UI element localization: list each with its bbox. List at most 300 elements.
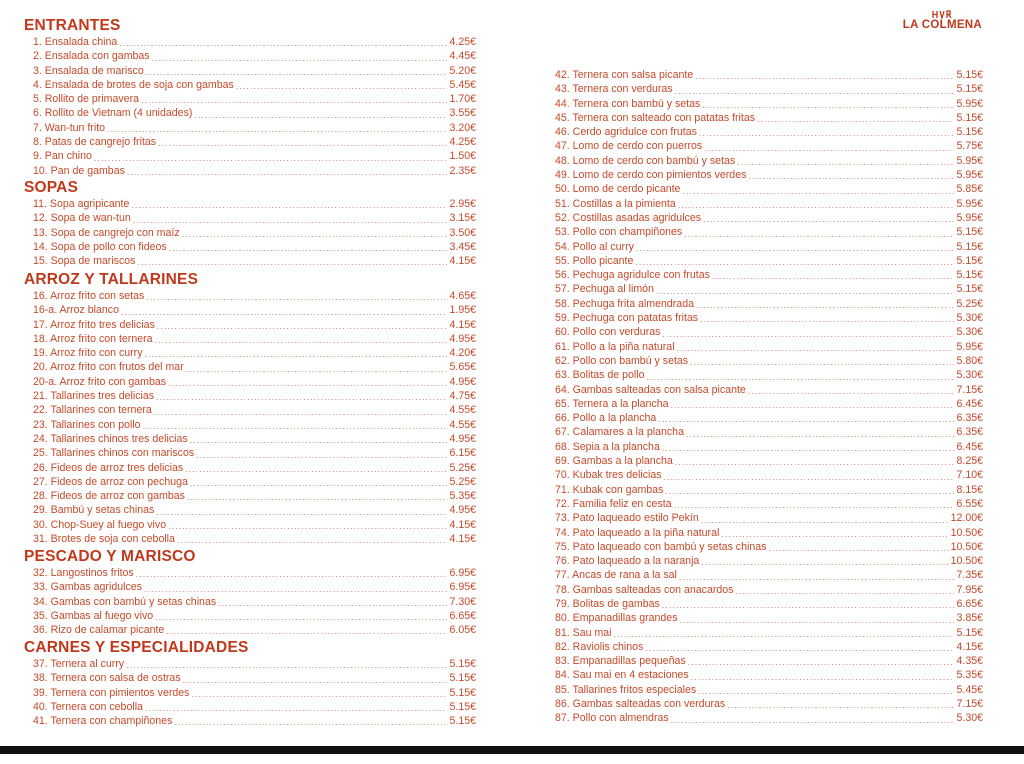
menu-item-name: 59. Pechuga con patatas fritas — [555, 312, 699, 325]
dot-leader — [636, 243, 955, 254]
dot-leader — [662, 600, 955, 611]
dot-leader — [703, 214, 954, 225]
menu-item-name: 33. Gambas agridulces — [33, 581, 142, 594]
menu-item-price: 7.10€ — [956, 469, 983, 482]
dot-leader — [183, 675, 448, 686]
menu-item-price: 10.50€ — [950, 540, 983, 553]
menu-item — [24, 418, 476, 432]
menu-item-name: 4. Ensalada de brotes de soja con gambas — [33, 78, 234, 91]
menu-item-name: 81. Sau mai — [555, 626, 612, 639]
menu-item-name: 54. Pollo al curry — [555, 240, 634, 253]
menu-item-price: 3.45€ — [449, 240, 476, 253]
menu-item-price: 6.95€ — [449, 567, 476, 579]
item-list — [24, 566, 476, 637]
menu-item-price: 4.95€ — [449, 332, 476, 345]
menu-item — [24, 254, 476, 268]
menu-item — [24, 566, 476, 580]
menu-item-name: 37. Ternera al curry — [33, 658, 125, 670]
menu-item — [555, 168, 983, 182]
dot-leader — [679, 572, 955, 583]
menu-item-price: 4.15€ — [956, 640, 983, 653]
menu-item — [24, 64, 476, 78]
menu-item-name: 46. Cerdo agridulce con frutas — [555, 126, 697, 139]
menu-item-name: 16-a. Arroz blanco — [33, 304, 119, 317]
menu-item-price: 10.50€ — [950, 526, 983, 539]
menu-item-price: 3.55€ — [449, 107, 476, 120]
section-pescado-y-marisco — [24, 547, 476, 637]
menu-item-price: 7.30€ — [449, 595, 476, 608]
menu-item-name: 40. Ternera con cebolla — [33, 700, 143, 713]
menu-item-name: 75. Pato laqueado con bambú y setas chinas — [555, 540, 767, 553]
menu-item-name: 39. Ternera con pimientos verdes — [33, 686, 190, 699]
menu-item-price: 5.15€ — [449, 715, 476, 728]
menu-item — [24, 35, 476, 49]
menu-item — [555, 97, 983, 111]
item-list — [24, 197, 476, 268]
menu-item-price: 5.30€ — [956, 326, 983, 339]
dot-leader — [190, 478, 448, 489]
menu-item — [555, 483, 983, 497]
menu-item-price: 5.25€ — [449, 475, 476, 488]
item-list — [24, 657, 476, 728]
menu-item — [24, 289, 476, 303]
menu-item — [555, 497, 983, 511]
menu-item-name: 49. Lomo de cerdo con pimientos verdes — [555, 169, 747, 182]
menu-item-price: 5.30€ — [956, 712, 983, 725]
menu-item — [555, 254, 983, 268]
menu-item-price: 5.75€ — [956, 140, 983, 153]
menu-item-price: 5.95€ — [956, 154, 983, 167]
dot-leader — [701, 557, 948, 568]
menu-item-name: 77. Ancas de rana a la sal — [555, 569, 677, 582]
menu-item-price: 5.15€ — [449, 700, 476, 713]
menu-item-price: 4.20€ — [449, 347, 476, 360]
dot-leader — [748, 171, 954, 182]
dot-leader — [737, 157, 954, 168]
menu-item-name: 14. Sopa de pollo con fideos — [33, 240, 167, 253]
menu-item-name: 13. Sopa de cangrejo con maíz — [33, 226, 180, 239]
menu-item-price: 6.55€ — [956, 497, 983, 510]
menu-item — [555, 411, 983, 425]
menu-item-name: 21. Tallarines tres delicias — [33, 390, 155, 403]
menu-item-name: 56. Pechuga agridulce con frutas — [555, 269, 710, 282]
menu-item — [24, 197, 476, 211]
dot-leader — [144, 584, 448, 595]
menu-item-name: 38. Ternera con salsa de ostras — [33, 672, 181, 685]
menu-item-name: 44. Ternera con bambú y setas — [555, 97, 701, 110]
menu-item-price: 5.85€ — [956, 183, 983, 196]
menu-item-price: 6.45€ — [956, 397, 983, 410]
menu-item-price: 6.95€ — [449, 581, 476, 594]
menu-item — [24, 240, 476, 254]
menu-item-name: 84. Sau mai en 4 estaciones — [555, 669, 689, 682]
dot-leader — [671, 715, 955, 726]
menu-item-price: 4.15€ — [449, 318, 476, 331]
item-list — [24, 35, 476, 178]
menu-item-name: 60. Pollo con verduras — [555, 326, 661, 339]
menu-item-price: 2.95€ — [449, 198, 476, 210]
menu-item — [24, 332, 476, 346]
menu-item-name: 16. Arroz frito con setas — [33, 290, 145, 302]
menu-item-price: 3.50€ — [449, 226, 476, 239]
menu-item-name: 87. Pollo con almendras — [555, 712, 669, 725]
dot-leader — [684, 229, 954, 240]
dot-leader — [133, 215, 448, 226]
menu-item — [555, 468, 983, 482]
menu-item-name: 63. Bolitas de pollo — [555, 369, 645, 382]
menu-item-name: 82. Raviolis chinos — [555, 640, 644, 653]
menu-item-price: 4.95€ — [449, 504, 476, 517]
menu-item-price: 6.05€ — [449, 624, 476, 637]
menu-item-name: 23. Tallarines con pollo — [33, 418, 141, 431]
menu-item-price: 4.25€ — [449, 136, 476, 149]
menu-item — [555, 454, 983, 468]
menu-item-name: 79. Bolitas de gambas — [555, 597, 660, 610]
menu-item-name: 42. Ternera con salsa picante — [555, 69, 694, 81]
menu-item-price: 10.50€ — [950, 555, 983, 568]
section-title: PESCADO Y MARISCO — [24, 548, 196, 565]
menu-item-price: 6.35€ — [956, 426, 983, 439]
bottom-border — [0, 746, 1024, 754]
menu-item-name: 1. Ensalada china — [33, 36, 118, 48]
menu-item — [555, 297, 983, 311]
menu-item — [555, 368, 983, 382]
dot-leader — [678, 200, 955, 211]
dot-leader — [196, 450, 447, 461]
dot-leader — [748, 386, 955, 397]
menu-item — [555, 383, 983, 397]
dot-leader — [695, 71, 954, 82]
menu-item-name: 29. Bambú y setas chinas — [33, 504, 155, 517]
section-sopas — [24, 178, 476, 268]
dot-leader — [696, 300, 954, 311]
menu-item — [555, 354, 983, 368]
menu-item-price: 4.65€ — [449, 290, 476, 302]
menu-item — [555, 282, 983, 296]
menu-item-price: 5.15€ — [956, 126, 983, 139]
dot-leader — [665, 486, 954, 497]
menu-item-price: 8.25€ — [956, 455, 983, 468]
dot-leader — [691, 672, 955, 683]
menu-item — [555, 654, 983, 668]
menu-item — [24, 346, 476, 360]
menu-item-price: 5.15€ — [956, 111, 983, 124]
menu-item — [24, 92, 476, 106]
menu-item-name: 65. Ternera a la plancha — [555, 397, 669, 410]
dot-leader — [190, 435, 448, 446]
menu-item — [555, 197, 983, 211]
menu-item-price: 5.45€ — [449, 78, 476, 91]
menu-item — [24, 432, 476, 446]
dot-leader — [146, 67, 448, 78]
menu-item-price: 4.25€ — [449, 36, 476, 48]
menu-item — [555, 425, 983, 439]
dot-leader — [614, 629, 955, 640]
menu-item-price: 7.35€ — [956, 569, 983, 582]
dot-leader — [174, 717, 447, 728]
dot-leader — [677, 343, 955, 354]
menu-item-name: 11. Sopa agripicante — [33, 198, 130, 210]
menu-item-name: 6. Rollito de Vietnam (4 unidades) — [33, 107, 193, 120]
menu-item-price: 5.65€ — [449, 361, 476, 374]
menu-item-price: 5.25€ — [956, 297, 983, 310]
menu-item — [555, 568, 983, 582]
menu-item — [24, 671, 476, 685]
menu-item-name: 70. Kubak tres delicias — [555, 469, 662, 482]
section-title: SOPAS — [24, 179, 79, 196]
menu-item-price: 5.15€ — [956, 240, 983, 253]
menu-item-price: 3.85€ — [956, 612, 983, 625]
menu-item-price: 5.80€ — [956, 354, 983, 367]
menu-item-price: 6.65€ — [956, 597, 983, 610]
dot-leader — [735, 586, 954, 597]
brand-name: LA COLMENA — [902, 19, 982, 31]
menu-item — [555, 139, 983, 153]
menu-item-price: 5.95€ — [956, 197, 983, 210]
menu-item-price: 6.65€ — [449, 609, 476, 622]
menu-item-price: 1.70€ — [449, 93, 476, 106]
menu-item — [24, 518, 476, 532]
dot-leader — [658, 414, 954, 425]
dot-leader — [126, 660, 447, 671]
menu-item — [24, 580, 476, 594]
menu-item-name: 66. Pollo a la plancha — [555, 412, 657, 425]
menu-item-price: 5.95€ — [956, 340, 983, 353]
dot-leader — [191, 689, 447, 700]
menu-item — [24, 475, 476, 489]
menu-item — [24, 609, 476, 623]
menu-item-name: 22. Tallarines con ternera — [33, 404, 152, 417]
dot-leader — [699, 128, 955, 139]
menu-item — [24, 700, 476, 714]
menu-item-price: 4.95€ — [449, 432, 476, 445]
dot-leader — [675, 457, 955, 468]
menu-item-name: 5. Rollito de primavera — [33, 93, 139, 106]
dot-leader — [686, 429, 955, 440]
dot-leader — [155, 335, 448, 346]
menu-item-price: 4.95€ — [449, 375, 476, 388]
menu-item — [24, 657, 476, 671]
dot-leader — [712, 271, 955, 282]
menu-item — [555, 397, 983, 411]
section-arroz-y-tallarines — [24, 270, 476, 546]
menu-item-price: 1.50€ — [449, 150, 476, 163]
menu-item — [24, 489, 476, 503]
menu-item-price: 5.95€ — [956, 169, 983, 182]
menu-item-name: 58. Pechuga frita almendrada — [555, 297, 694, 310]
menu-item-name: 61. Pollo a la piña natural — [555, 340, 675, 353]
menu-item-price: 6.45€ — [956, 440, 983, 453]
menu-item-price: 5.95€ — [956, 211, 983, 224]
menu-item — [555, 225, 983, 239]
menu-item — [555, 540, 983, 554]
dot-leader — [127, 167, 448, 178]
dot-leader — [702, 100, 954, 111]
menu-item-price: 5.35€ — [956, 669, 983, 682]
menu-item-price: 3.15€ — [449, 212, 476, 225]
menu-item — [24, 149, 476, 163]
dot-leader — [675, 86, 955, 97]
item-list — [24, 289, 476, 546]
menu-item-price: 7.15€ — [956, 698, 983, 711]
dot-leader — [136, 569, 448, 580]
dot-leader — [757, 114, 954, 125]
menu-item-price: 5.45€ — [956, 683, 983, 696]
menu-item-name: 27. Fideos de arroz con pechuga — [33, 475, 188, 488]
menu-item-name: 83. Empanadillas pequeñas — [555, 655, 686, 668]
menu-item-price: 5.20€ — [449, 64, 476, 77]
dot-leader — [670, 400, 954, 411]
menu-item — [555, 711, 983, 725]
menu-item-price: 5.15€ — [956, 283, 983, 296]
menu-item-name: 57. Pechuga al limón — [555, 283, 654, 296]
menu-item-name: 32. Langostinos fritos — [33, 567, 134, 579]
menu-item-price: 5.30€ — [956, 312, 983, 325]
dot-leader — [218, 598, 447, 609]
menu-item-name: 12. Sopa de wan-tun — [33, 212, 131, 225]
menu-item-price: 5.15€ — [956, 254, 983, 267]
menu-item-name: 43. Ternera con verduras — [555, 83, 673, 96]
dot-leader — [157, 321, 448, 332]
menu-item-name: 35. Gambas al fuego vivo — [33, 609, 154, 622]
dot-leader — [155, 612, 447, 623]
menu-item-name: 36. Rizo de calamar picante — [33, 624, 165, 637]
menu-item — [555, 611, 983, 625]
dot-leader — [166, 626, 447, 637]
menu-item-name: 34. Gambas con bambú y setas chinas — [33, 595, 217, 608]
menu-item — [555, 111, 983, 125]
menu-item-name: 10. Pan de gambas — [33, 164, 125, 177]
menu-item — [555, 211, 983, 225]
menu-item-name: 76. Pato laqueado a la naranja — [555, 555, 700, 568]
menu-item-name: 53. Pollo con champiñones — [555, 226, 683, 239]
menu-item — [555, 554, 983, 568]
dot-leader — [177, 535, 448, 546]
dot-leader — [186, 364, 448, 375]
dot-leader — [674, 500, 955, 511]
menu-item-name: 2. Ensalada con gambas — [33, 50, 150, 63]
menu-item-price: 2.35€ — [449, 164, 476, 177]
dot-leader — [690, 357, 954, 368]
dot-leader — [141, 95, 448, 106]
menu-item-name: 20. Arroz frito con frutos del mar — [33, 361, 184, 374]
menu-item-price: 5.95€ — [956, 97, 983, 110]
menu-item — [24, 121, 476, 135]
menu-item-name: 26. Fideos de arroz tres delicias — [33, 461, 184, 474]
menu-item — [24, 135, 476, 149]
menu-item-name: 50. Lomo de cerdo picante — [555, 183, 681, 196]
dot-leader — [662, 443, 955, 454]
menu-item-price: 4.35€ — [956, 655, 983, 668]
dot-leader — [152, 53, 448, 64]
dot-leader — [168, 378, 447, 389]
menu-item — [24, 375, 476, 389]
menu-item-price: 5.15€ — [956, 69, 983, 81]
dot-leader — [194, 110, 447, 121]
dot-leader — [236, 81, 448, 92]
menu-item — [555, 697, 983, 711]
menu-item — [24, 389, 476, 403]
menu-item-price: 5.15€ — [956, 269, 983, 282]
menu-item-name: 67. Calamares a la plancha — [555, 426, 684, 439]
menu-item — [24, 595, 476, 609]
menu-item-price: 5.30€ — [956, 369, 983, 382]
dot-leader — [182, 229, 448, 240]
menu-item-name: 30. Chop-Suey al fuego vivo — [33, 518, 167, 531]
dot-leader — [146, 292, 447, 303]
menu-item-name: 72. Familia feliz en cesta — [555, 497, 672, 510]
menu-item — [24, 623, 476, 637]
menu-item — [24, 303, 476, 317]
menu-item-price: 1.95€ — [449, 304, 476, 317]
menu-item-price: 4.55€ — [449, 404, 476, 417]
menu-item — [555, 82, 983, 96]
menu-item — [555, 626, 983, 640]
menu-item-name: 15. Sopa de mariscos — [33, 255, 136, 268]
menu-item-price: 7.95€ — [956, 583, 983, 596]
menu-item — [24, 532, 476, 546]
menu-item-price: 7.15€ — [956, 383, 983, 396]
dot-leader — [704, 143, 954, 154]
menu-item — [555, 683, 983, 697]
menu-item-name: 69. Gambas a la plancha — [555, 455, 673, 468]
menu-item-name: 71. Kubak con gambas — [555, 483, 664, 496]
dot-leader — [121, 307, 448, 318]
menu-item-name: 68. Sepia a la plancha — [555, 440, 660, 453]
dot-leader — [701, 515, 949, 526]
dot-leader — [156, 507, 447, 518]
menu-item — [24, 164, 476, 178]
section-title: ENTRANTES — [24, 17, 121, 34]
menu-item — [555, 440, 983, 454]
menu-item — [24, 78, 476, 92]
restaurant-logo-icon — [932, 10, 952, 19]
menu-item-price: 5.25€ — [449, 461, 476, 474]
menu-item-name: 7. Wan-tun frito — [33, 121, 106, 134]
menu-item-name: 20-a. Arroz frito con gambas — [33, 375, 167, 388]
menu-item — [555, 583, 983, 597]
menu-item — [555, 668, 983, 682]
menu-item-price: 5.15€ — [956, 626, 983, 639]
dot-leader — [635, 257, 954, 268]
menu-item-price: 8.15€ — [956, 483, 983, 496]
dot-leader — [656, 286, 955, 297]
dot-leader — [158, 138, 447, 149]
menu-item-name: 78. Gambas salteadas con anacardos — [555, 583, 734, 596]
menu-item-name: 64. Gambas salteadas con salsa picante — [555, 383, 746, 396]
dot-leader — [143, 421, 448, 432]
menu-item — [555, 526, 983, 540]
menu-item-price: 3.20€ — [449, 121, 476, 134]
menu-item-name: 8. Patas de cangrejo fritas — [33, 136, 157, 149]
menu-item-name: 51. Costillas a la pimienta — [555, 197, 676, 210]
menu-item-name: 18. Arroz frito con ternera — [33, 332, 153, 345]
menu-item-name: 52. Costillas asadas agridulces — [555, 211, 702, 224]
dot-leader — [727, 700, 954, 711]
dot-leader — [688, 657, 955, 668]
dot-leader — [154, 407, 448, 418]
menu-item — [555, 240, 983, 254]
menu-item-name: 80. Empanadillas grandes — [555, 612, 678, 625]
menu-item-price: 12.00€ — [950, 512, 983, 525]
dot-leader — [768, 543, 948, 554]
menu-item — [555, 511, 983, 525]
dot-leader — [698, 686, 954, 697]
menu-item-price: 4.55€ — [449, 418, 476, 431]
menu-item-price: 5.15€ — [449, 658, 476, 670]
dot-leader — [156, 392, 447, 403]
menu-item-name: 73. Pato laqueado estilo Pekín — [555, 512, 699, 525]
